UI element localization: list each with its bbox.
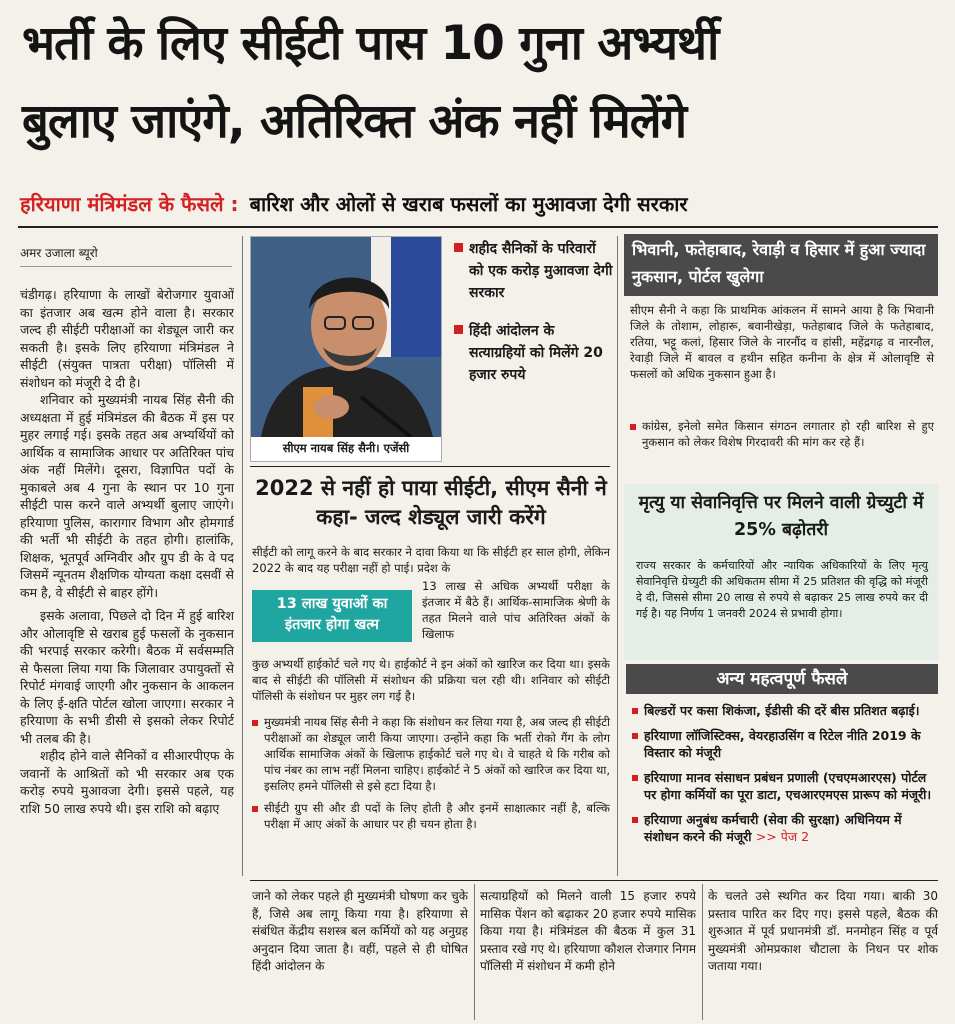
bottom-col3: सत्याग्रहियों को मिलने वाली 15 हजार रुपये मासिक पेंशन को बढ़ाकर 20 हजार रुपये मासिक किया गया है। मंत्रिमंडल की बैठक में कुल 31 प्रस्ताव रखे गए थे। हरियाणा कौशल रोजगार निगम पॉलिसी में संशोधन में कमी होने	[480, 889, 696, 973]
bullet-square-icon	[632, 708, 638, 714]
cet-bullets	[252, 714, 610, 840]
cet-headline: 2022 से नहीं हो पाया सीईटी, सीएम सैनी ने कहा- जल्द शेड्यूल जारी करेंगे	[255, 476, 607, 529]
bullet-square-icon	[252, 806, 258, 812]
cet-bullet-text: मुख्यमंत्री नायब सिंह सैनी ने कहा कि संशोधन कर लिया गया है, अब जल्द ही सीईटी परीक्षाओं का शेड्यूल जारी किया जाएगा। उन्होंने कहा कि भर्ती रोको गैंग के लोग आर्थिक सामाजिक अंकों के खिलाफ हाईकोर्ट चले गए थे। वे चाहते थे कि गरीब को पांच नंबर का लाभ नहीं मिलना चाहिए। हाईकोर्ट ने 5 अंकों को खारिज कर दिया था, इसलिए हमने पॉलिसी से इसे हटा दिया है।	[264, 715, 610, 793]
gratuity-headline: मृत्यु या सेवानिवृत्ति पर मिलने वाली ग्रेच्युटी में 25% बढ़ोतरी	[638, 493, 924, 540]
highlight-item	[454, 320, 614, 386]
bullet-square-icon	[454, 243, 463, 252]
decision-text: हरियाणा मानव संसाधन प्रबंधन प्रणाली (एचएमआरएस) पोर्टल पर होगा कर्मियों का पूरा डाटा, एचआरएमएस प्रारूप को मंजूरी।	[644, 770, 932, 802]
cet-bullet-text: सीईटी ग्रुप सी और डी पदों के लिए होती है और इनमें साक्षात्कार नहीं है, बल्कि परीक्षा में आए अंकों के आधार पर ही चयन होता है।	[264, 801, 610, 831]
decision-text: हरियाणा लॉजिस्टिक्स, वेयरहाउसिंग व रिटेल नीति 2019 के विस्तार को मंजूरी	[644, 728, 921, 760]
other-decisions-title: अन्य महत्वपूर्ण फैसले	[626, 664, 938, 694]
subhead-text: बारिश और ओलों से खराब फसलों का मुआवजा देगी सरकार	[249, 192, 688, 216]
byline: अमर उजाला ब्यूरो	[20, 246, 98, 260]
col-divider-4	[702, 884, 703, 1020]
col-divider-2	[617, 236, 618, 876]
highlight-text: शहीद सैनिकों के परिवारों को एक करोड़ मुआवजा देगी सरकार	[469, 241, 613, 301]
cet-bullet	[252, 800, 610, 832]
left-p3: इसके अलावा, पिछले दो दिन में हुई बारिश और ओलावृष्टि से खराब हुई फसलों के नुकसान की भरपाई सरकार करेगी। बैठक में सर्वसम्मति से फैसला लिया गया कि जिलावार उपायुक्तों से रिपोर्ट मंगवाई जाएगी और नुकसान के आकलन के लिए ई-क्षति पोर्टल खोला जाएगा। सरकार ने हरियाणा के सभी डीसी से इसको लेकर रिपोर्ट भी तलब की है।	[20, 608, 234, 746]
bullet-square-icon	[632, 733, 638, 739]
bullet-square-icon	[454, 325, 463, 334]
left-p2: शनिवार को मुख्यमंत्री नायब सिंह सैनी की अध्यक्षता में हुई मंत्रिमंडल की बैठक में इस पर मुहर लगाई गई। इसके तहत अब अभ्यर्थियों को आर्थिक व सामाजिक आधार पर अतिरिक्त पांच अंक नहीं मिलेंगे। दूसरा, विज्ञापित पदों के मुकाबले अब 4 गुना के स्थान पर 10 गुना सीईटी पास करने वाले अभ्यर्थी बुलाए जाएंगे। हरियाणा पुलिस, कारागार विभाग और होमगार्ड की भर्ती भी सीईटी के तहत होगी। हालांकि, शिक्षक, भूतपूर्व अग्निवीर और ग्रुप डी के वे पद जिसमें न्यूनतम शैक्षणिक योग्यता कक्षा दसवीं से कम है, वे सीईटी से बाहर होंगे।	[20, 392, 234, 600]
byline-rule	[20, 266, 232, 267]
decision-item	[632, 727, 934, 761]
left-p1: चंडीगढ़। हरियाणा के लाखों बेरोजगार युवाओं का इंतजार अब खत्म होने वाला है। सरकार जल्द ही सीईटी परीक्षाओं का शेड्यूल जारी कर सकती है। इसके लिए हरियाणा मंत्रिमंडल ने सीईटी (संयुक्त पात्रता परीक्षा) पॉलिसी में संशोधन को मंजूरी दे दी है।	[20, 287, 234, 390]
bullet-square-icon	[632, 817, 638, 823]
cm-photo	[251, 237, 441, 437]
gratuity-body: राज्य सरकार के कर्मचारियों और न्यायिक अधिकारियों के लिए मृत्यु सेवानिवृत्ति ग्रेच्युटी की अधिकतम सीमा में 25 प्रतिशत की वृद्धि को मंजूरी दे दी, जिससे सीमा 20 लाख से रुपये से बढ़ाकर 25 लाख रुपये कर दी गई है। यह निर्णय 1 जनवरी 2024 से प्रभावी होगा।	[636, 559, 928, 620]
photo-frame	[250, 236, 442, 462]
highlight-item	[454, 238, 614, 304]
col-divider-1	[242, 236, 243, 876]
other-decisions-list	[632, 702, 934, 853]
subhead	[20, 190, 688, 217]
decision-text: बिल्डरों पर कसा शिकंजा, ईडीसी की दरें बीस प्रतिशत बढ़ाई।	[644, 703, 920, 718]
headline-line2: बुलाए जाएंगे, अतिरिक्त अंक नहीं मिलेंगे	[22, 94, 687, 149]
photo-caption: सीएम नायब सिंह सैनी। एजेंसी	[282, 441, 410, 455]
decision-item	[632, 769, 934, 803]
crop-box-bullet-text: कांग्रेस, इनेलो समेत किसान संगठन लगातार हो रही बारिश से हुए नुकसान को लेकर विशेष गिरदावरी की मांग कर रहे हैं।	[642, 419, 934, 449]
highlights	[454, 238, 614, 394]
cet-lead: सीईटी को लागू करने के बाद सरकार ने दावा किया था कि सीईटी हर साल होगी, लेकिन 2022 के बाद यह परीक्षा नहीं हो पाई। प्रदेश के	[252, 545, 610, 575]
bottom-rule	[250, 880, 938, 881]
crop-box-headline: भिवानी, फतेहाबाद, रेवाड़ी व हिसार में हुआ ज्यादा नुकसान, पोर्टल खुलेगा	[624, 234, 938, 296]
bullet-square-icon	[252, 720, 258, 726]
highlight-text: हिंदी आंदोलन के सत्याग्रहियों को मिलेंगे 20 हजार रुपये	[469, 323, 603, 383]
left-p4: शहीद होने वाले सैनिकों व सीआरपीएफ के जवानों के आश्रितों को भी सरकार अब एक करोड़ रुपये मुआवजा देगी। इससे पहले, यह राशि 50 लाख रुपये थी। इस राशि को बढ़ाए	[20, 748, 234, 816]
cet-cont: कुछ अभ्यर्थी हाईकोर्ट चले गए थे। हाईकोर्ट ने इन अंकों को खारिज कर दिया था। इसके बाद से सीईटी की पॉलिसी में संशोधन की प्रक्रिया चल रही थी। शनिवार को सीईटी पॉलिसी के संशोधन पर मुहर लग गई है।	[252, 657, 610, 703]
cet-rule	[250, 466, 610, 467]
cet-wrap: 13 लाख से अधिक अभ्यर्थी परीक्षा के इंतजार में बैठे हैं। आर्थिक-सामाजिक श्रेणी के तहत मिलने वाले पांच अतिरिक्त अंकों के खिलाफ	[422, 579, 610, 641]
top-divider	[18, 226, 938, 228]
bullet-square-icon	[630, 424, 636, 430]
cet-bullet	[252, 714, 610, 794]
crop-box-bullet	[630, 418, 934, 450]
crop-box-body: सीएम सैनी ने कहा कि प्राथमिक आंकलन में सामने आया है कि भिवानी जिले के तोशाम, लोहारू, बवानीखेड़ा, फतेहाबाद जिले के फतेहाबाद, रतिया, भट्टू कलां, हिसार जिले के नारनौंद व हांसी, महेंद्रगढ़ व नारनौल, रेवाड़ी जिले में बावल व हथीन सहित कनीना के क्षेत्र में ओलावृष्टि से फसलों को अधिक नुकसान हुआ है।	[630, 303, 934, 381]
left-column	[20, 286, 234, 1024]
decision-item	[632, 811, 934, 845]
cet-callout: 13 लाख युवाओं का इंतजार होगा खत्म	[252, 590, 412, 642]
bottom-col2: जाने को लेकर पहले ही मुख्यमंत्री घोषणा कर चुके हैं, जिसे अब लागू किया गया है। हरियाणा से संबंधित केंद्रीय सशस्त्र बल कर्मियों को यह अनुग्रह अनुदान दिया जाता है। वहीं, पहले से ही घोषित हिंदी आंदोलन के	[252, 889, 468, 973]
headline-line1: भर्ती के लिए सीईटी पास 10 गुना अभ्यर्थी	[22, 16, 719, 71]
decision-item	[632, 702, 934, 719]
bottom-col4: के चलते उसे स्थगित कर दिया गया। बाकी 30 प्रस्ताव पारित कर दिए गए। इससे पहले, बैठक की शुरुआत में पूर्व प्रधानमंत्री डॉ. मनमोहन सिंह व पूर्व मुख्यमंत्री ओमप्रकाश चौटाला के निधन पर शोक जताया गया।	[708, 889, 938, 973]
subhead-kicker: हरियाणा मंत्रिमंडल के फैसले :	[20, 192, 239, 216]
col-divider-3	[474, 884, 475, 1020]
bullet-square-icon	[632, 775, 638, 781]
jump-link[interactable]: >> पेज 2	[755, 829, 810, 844]
decision-text: हरियाणा अनुबंध कर्मचारी (सेवा की सुरक्षा) अधिनियम में संशोधन करने की मंजूरी	[644, 812, 902, 844]
